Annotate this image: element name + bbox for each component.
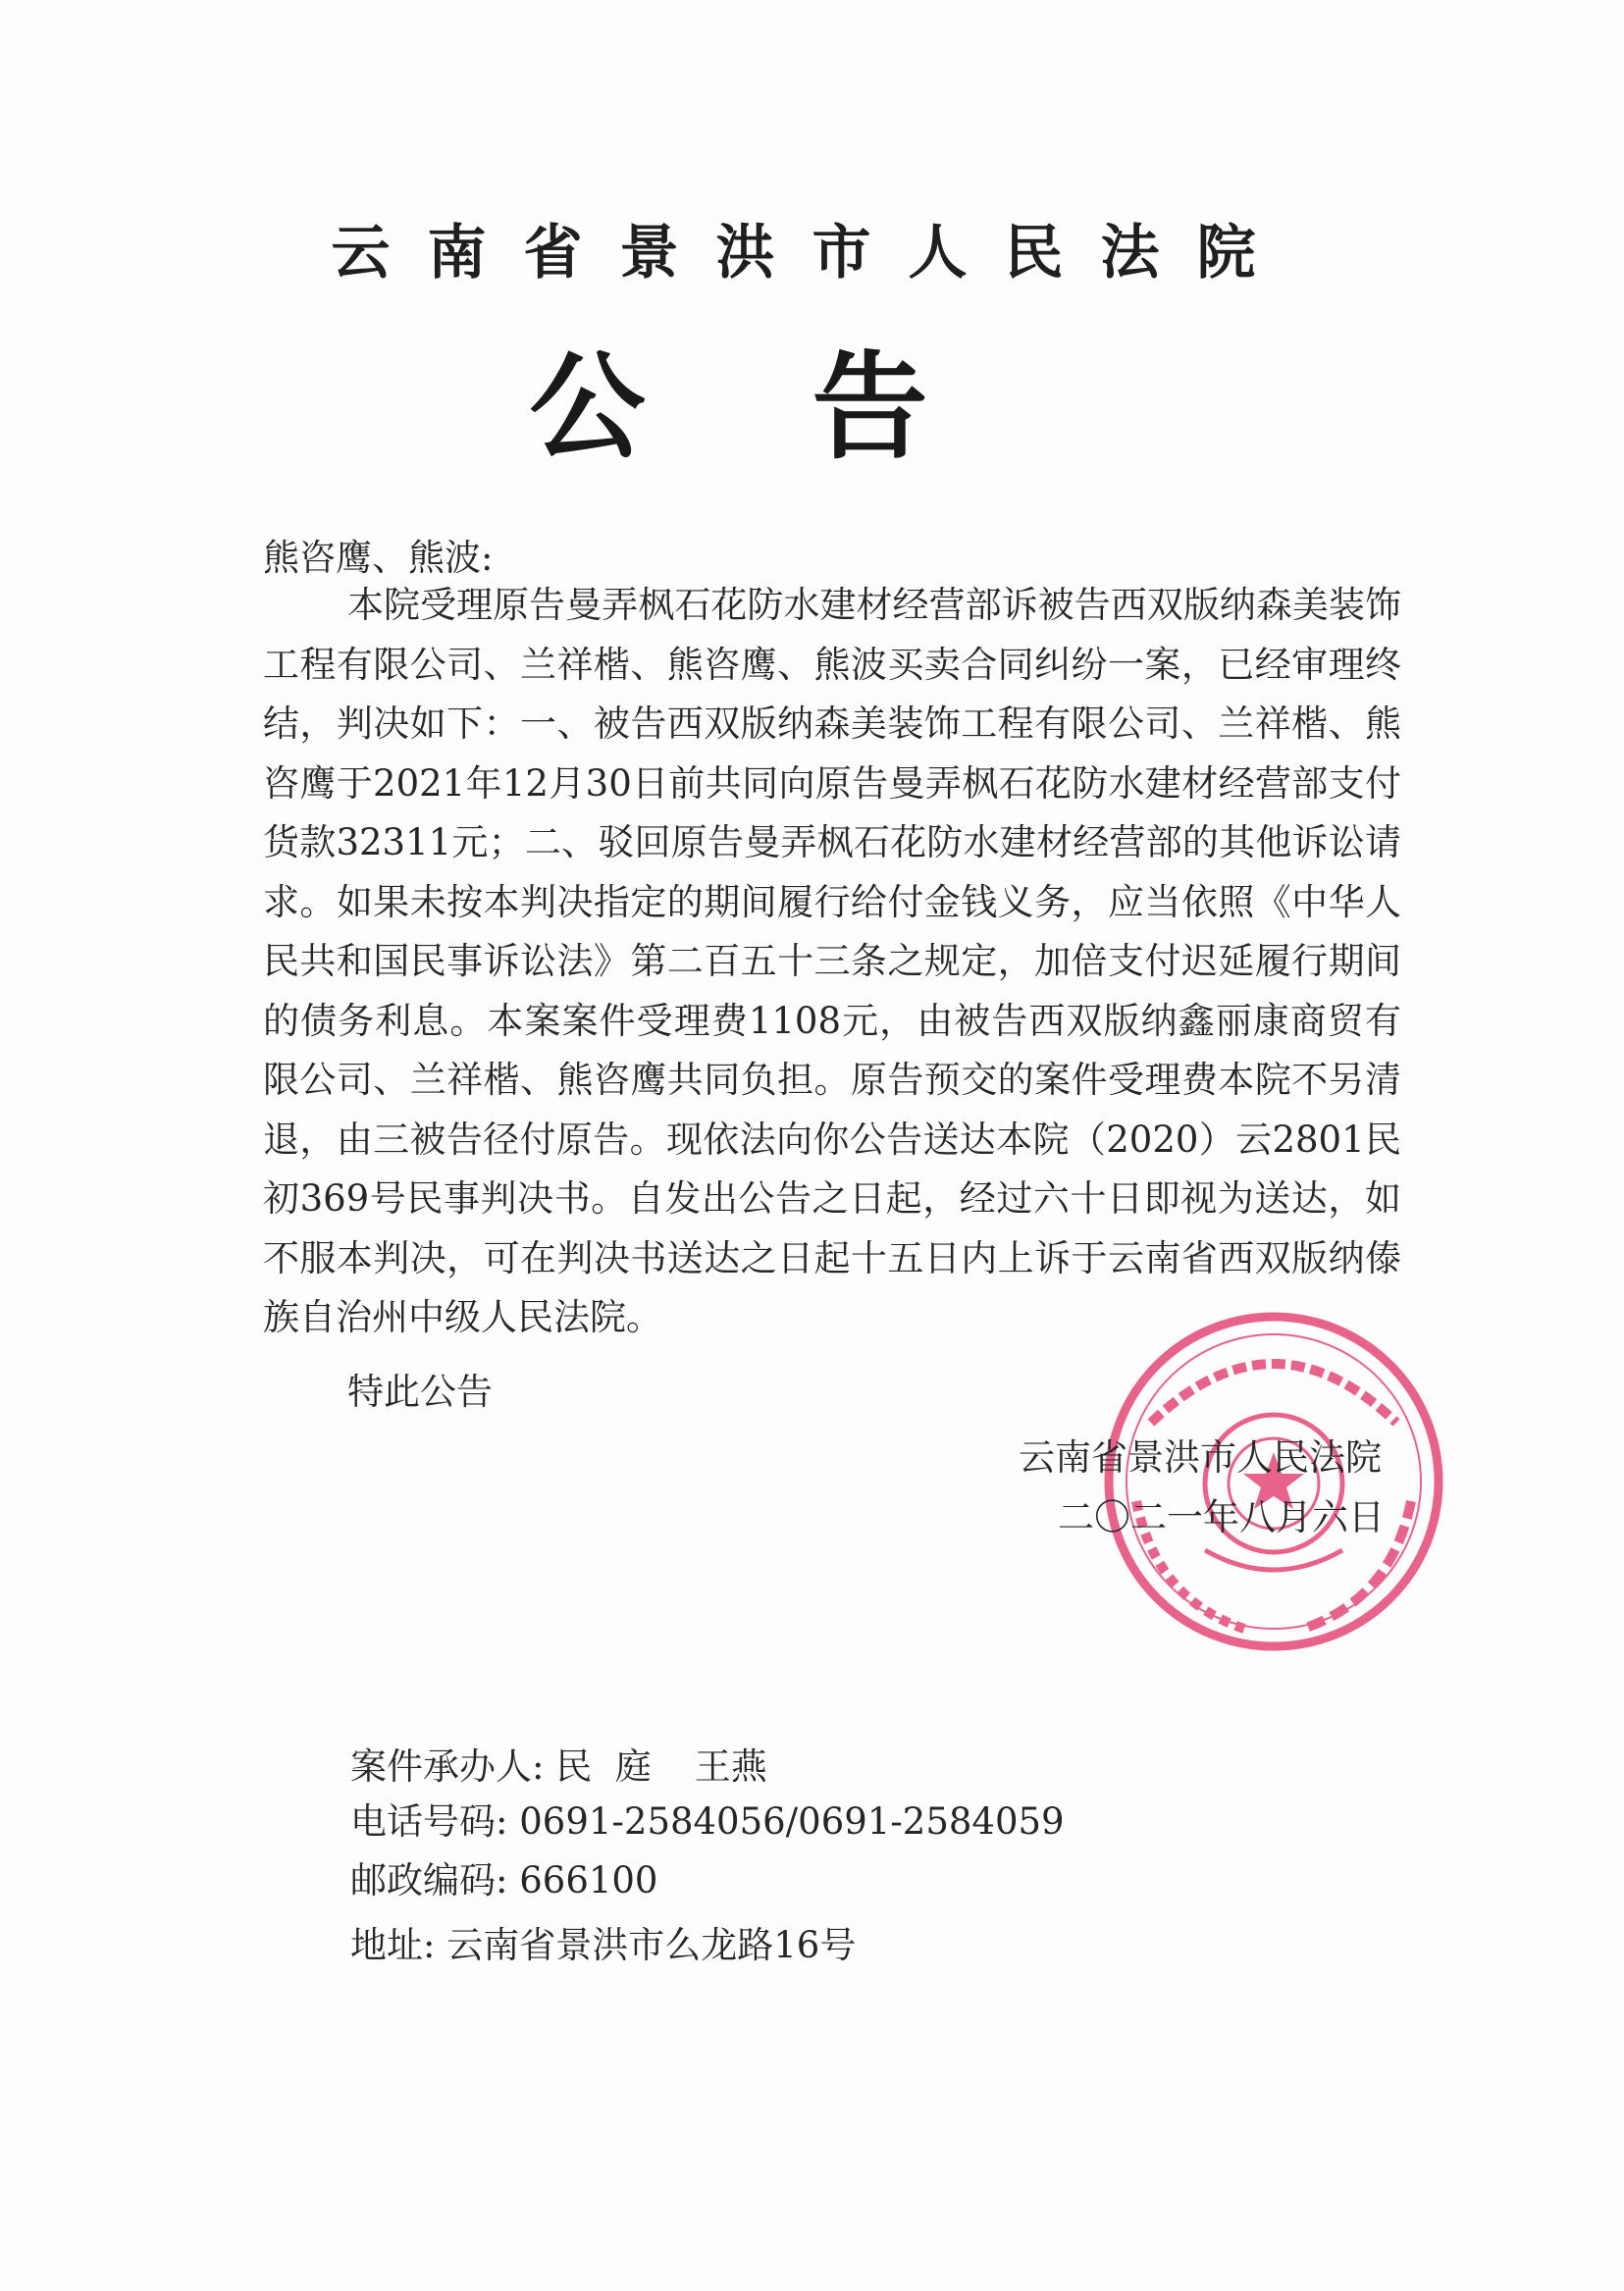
phone-line: [350, 1792, 1065, 1845]
phone-number: 0691-2584056/0691-2584059: [519, 1800, 1065, 1843]
address-label: 地址:: [350, 1924, 436, 1966]
handler-dept: 民 庭: [555, 1745, 652, 1788]
phone-label: 电话号码:: [350, 1800, 508, 1843]
signing-court: 云南省景洪市人民法院: [1019, 1436, 1382, 1479]
postal-code: 666100: [519, 1859, 658, 1901]
handler-label: 案件承办人:: [350, 1745, 545, 1788]
address-value: 云南省景洪市么龙路16号: [446, 1924, 857, 1966]
handler-line: [350, 1737, 767, 1790]
postal-label: 邮政编码:: [350, 1859, 508, 1901]
document-title: 公告: [529, 338, 1095, 475]
notice-body: 本院受理原告曼弄枫石花防水建材经营部诉被告西双版纳森美装饰工程有限公司、兰祥楷、熊咨鹰、熊波买卖合同纠纷一案，已经审理终结，判决如下：一、被告西双版纳森美装饰工程有限公司、兰祥楷、熊咨鹰于2021年12月30日前共同向原告曼弄枫石花防水建材经营部支付货款32311元；二、驳回原告曼弄枫石花防水建材经营部的其他诉讼请求。如果未按本判决指定的期间履行给付金钱义务，应当依照《中华人民共和国民事诉讼法》第二百五十三条之规定，加倍支付迟延履行期间的债务利息。本案案件受理费1108元，由被告西双版纳鑫丽康商贸有限公司、兰祥楷、熊咨鹰共同负担。原告预交的案件受理费本院不另清退，由三被告径付原告。现依法向你公告送达本院（2020）云2801民初369号民事判决书。自发出公告之日起，经过六十日即视为送达，如不服本判决，可在判决书送达之日起十五日内上诉于云南省西双版纳傣族自治州中级人民法院。: [263, 584, 1401, 1338]
address-line: [350, 1915, 856, 1968]
court-seal-stamp: [1097, 1305, 1450, 1658]
court-name-heading: 云南省景洪市人民法院: [331, 219, 1293, 287]
handler-name: 王燕: [694, 1745, 767, 1788]
postal-line: [350, 1850, 657, 1903]
closing-phrase: 特此公告: [347, 1371, 493, 1413]
signing-date: 二〇二一年八月六日: [1058, 1496, 1385, 1538]
addressee: 熊咨鹰、熊波:: [263, 537, 494, 579]
